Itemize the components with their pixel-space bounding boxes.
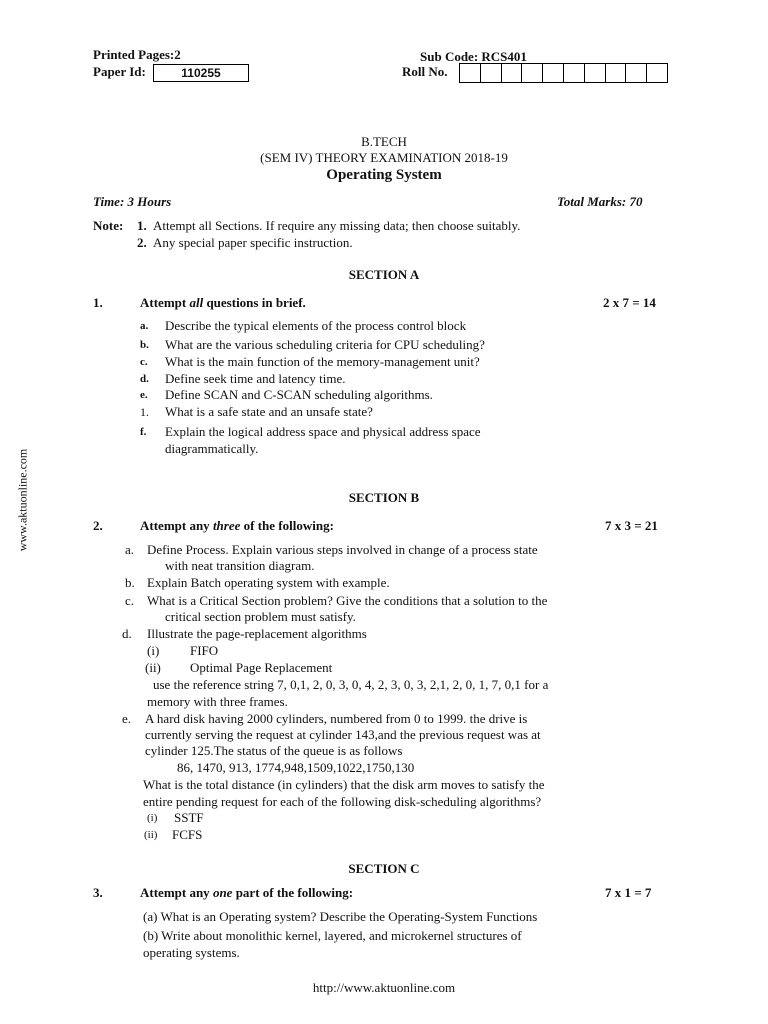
q3-part-b: (b) Write about monolithic kernel, layered, and microkernel structures of — [143, 928, 522, 943]
q1-item-text-cont: diagrammatically. — [165, 441, 259, 456]
q1-item-mark: f. — [140, 426, 147, 438]
roll-no-cell — [606, 64, 627, 82]
q1-item-mark: b. — [140, 339, 149, 351]
q1-item-mark: a. — [140, 320, 149, 332]
q2-item-text-cont: entire pending request for each of the following disk-scheduling algorithms? — [143, 794, 542, 809]
roll-no-cell — [481, 64, 502, 82]
q2-item-text-cont: memory with three frames. — [147, 694, 288, 709]
roll-no-cell — [460, 64, 481, 82]
q3-part-b-cont: operating systems. — [143, 945, 240, 960]
roll-no-grid — [459, 63, 668, 83]
q2-item-text-cont: with neat transition diagram. — [165, 558, 315, 573]
section-a-heading: SECTION A — [348, 267, 420, 282]
q1-marks: 2 x 7 = 14 — [603, 295, 656, 310]
q1-item-text: Define SCAN and C-SCAN scheduling algorithms. — [165, 387, 433, 402]
side-watermark: www.aktuonline.com — [15, 448, 30, 552]
total-marks: Total Marks: 70 — [557, 194, 643, 209]
q2-instruction: Attempt any three of the following: — [140, 518, 334, 533]
q3-marks: 7 x 1 = 7 — [605, 885, 652, 900]
subject-title: Operating System — [326, 167, 442, 183]
q2-sub-text: SSTF — [174, 810, 204, 825]
time-label: Time: 3 Hours — [93, 194, 172, 209]
sub-code: Sub Code: RCS401 — [420, 49, 527, 64]
note-2-num: 2. — [137, 235, 147, 250]
q2-item-text: Define Process. Explain various steps involved in change of a process state — [147, 542, 538, 557]
q2-item-text-cont: critical section problem must satisfy. — [165, 609, 356, 624]
roll-no-cell — [647, 64, 668, 82]
degree-title: B.TECH — [361, 134, 407, 149]
q2-item-text-cont: What is the total distance (in cylinders) that the disk arm moves to satisfy the — [143, 777, 545, 792]
section-b-heading: SECTION B — [348, 490, 420, 505]
q2-item-text-cont: use the reference string 7, 0,1, 2, 0, 3, 0, 4, 2, 3, 0, 3, 2,1, 2, 0, 1, 7, 0,1 for a — [153, 677, 549, 692]
q1-item-text: Define seek time and latency time. — [165, 371, 346, 386]
section-c-heading: SECTION C — [348, 861, 420, 876]
q2-sub-text: FIFO — [190, 643, 219, 658]
q3-part-a: (a) What is an Operating system? Describe the Operating-System Functions — [143, 909, 538, 924]
q1-item-mark: d. — [140, 373, 149, 385]
roll-no-cell — [502, 64, 523, 82]
q2-item-text: What is a Critical Section problem? Give the conditions that a solution to the — [147, 593, 548, 608]
q2-item-text: Explain Batch operating system with example. — [147, 575, 390, 590]
note-1-num: 1. — [137, 218, 147, 233]
exam-title: (SEM IV) THEORY EXAMINATION 2018-19 — [260, 150, 508, 165]
roll-no-cell — [564, 64, 585, 82]
note-1-text: Attempt all Sections. If require any missing data; then choose suitably. — [153, 218, 521, 233]
q1-item-text: What are the various scheduling criteria for CPU scheduling? — [165, 337, 485, 352]
q2-item-mark: c. — [125, 593, 135, 608]
q1-item-mark: c. — [140, 356, 148, 368]
q2-item-mark: d. — [122, 626, 132, 641]
roll-no-cell — [585, 64, 606, 82]
roll-no-label: Roll No. — [402, 64, 448, 79]
note-2-text: Any special paper specific instruction. — [153, 235, 353, 250]
q3-instruction: Attempt any one part of the following: — [140, 885, 354, 900]
q2-item-mark: e. — [122, 711, 132, 726]
q2-item-text: A hard disk having 2000 cylinders, numbered from 0 to 1999. the drive is — [145, 711, 528, 726]
q2-item-mark: a. — [125, 542, 135, 557]
paper-id-label: Paper Id: — [93, 64, 146, 79]
q2-sub-text: FCFS — [172, 827, 203, 842]
footer-url[interactable]: http://www.aktuonline.com — [312, 980, 456, 995]
q2-queue-values: 86, 1470, 913, 1774,948,1509,1022,1750,130 — [177, 760, 415, 775]
printed-pages: Printed Pages:2 — [93, 47, 181, 62]
q2-sub-mark: (ii) — [144, 829, 158, 841]
roll-no-cell — [626, 64, 647, 82]
q2-item-text: Illustrate the page-replacement algorithms — [147, 626, 367, 641]
q1-item-text: Describe the typical elements of the process control block — [165, 318, 467, 333]
q2-item-text-cont: cylinder 125.The status of the queue is as follows — [145, 743, 403, 758]
roll-no-cell — [522, 64, 543, 82]
q2-sub-mark: (ii) — [145, 660, 161, 675]
q2-sub-mark: (i) — [147, 812, 158, 824]
note-label: Note: — [93, 218, 124, 233]
q1-item-text: What is a safe state and an unsafe state? — [165, 404, 373, 419]
q1-instruction: Attempt all questions in brief. — [140, 295, 306, 310]
q3-number: 3. — [93, 885, 103, 900]
q2-marks: 7 x 3 = 21 — [605, 518, 658, 533]
q1-item-mark: 1. — [140, 405, 149, 419]
q1-number: 1. — [93, 295, 103, 310]
q1-item-mark: e. — [140, 389, 148, 401]
q1-item-text: What is the main function of the memory-management unit? — [165, 354, 480, 369]
q2-item-mark: b. — [125, 575, 135, 590]
q2-number: 2. — [93, 518, 103, 533]
roll-no-cell — [543, 64, 564, 82]
q2-sub-text: Optimal Page Replacement — [190, 660, 333, 675]
q1-item-text: Explain the logical address space and physical address space — [165, 424, 481, 439]
paper-id-box: 110255 — [153, 64, 249, 82]
q2-item-text-cont: currently serving the request at cylinder 143,and the previous request was at — [145, 727, 541, 742]
q2-sub-mark: (i) — [147, 643, 160, 658]
